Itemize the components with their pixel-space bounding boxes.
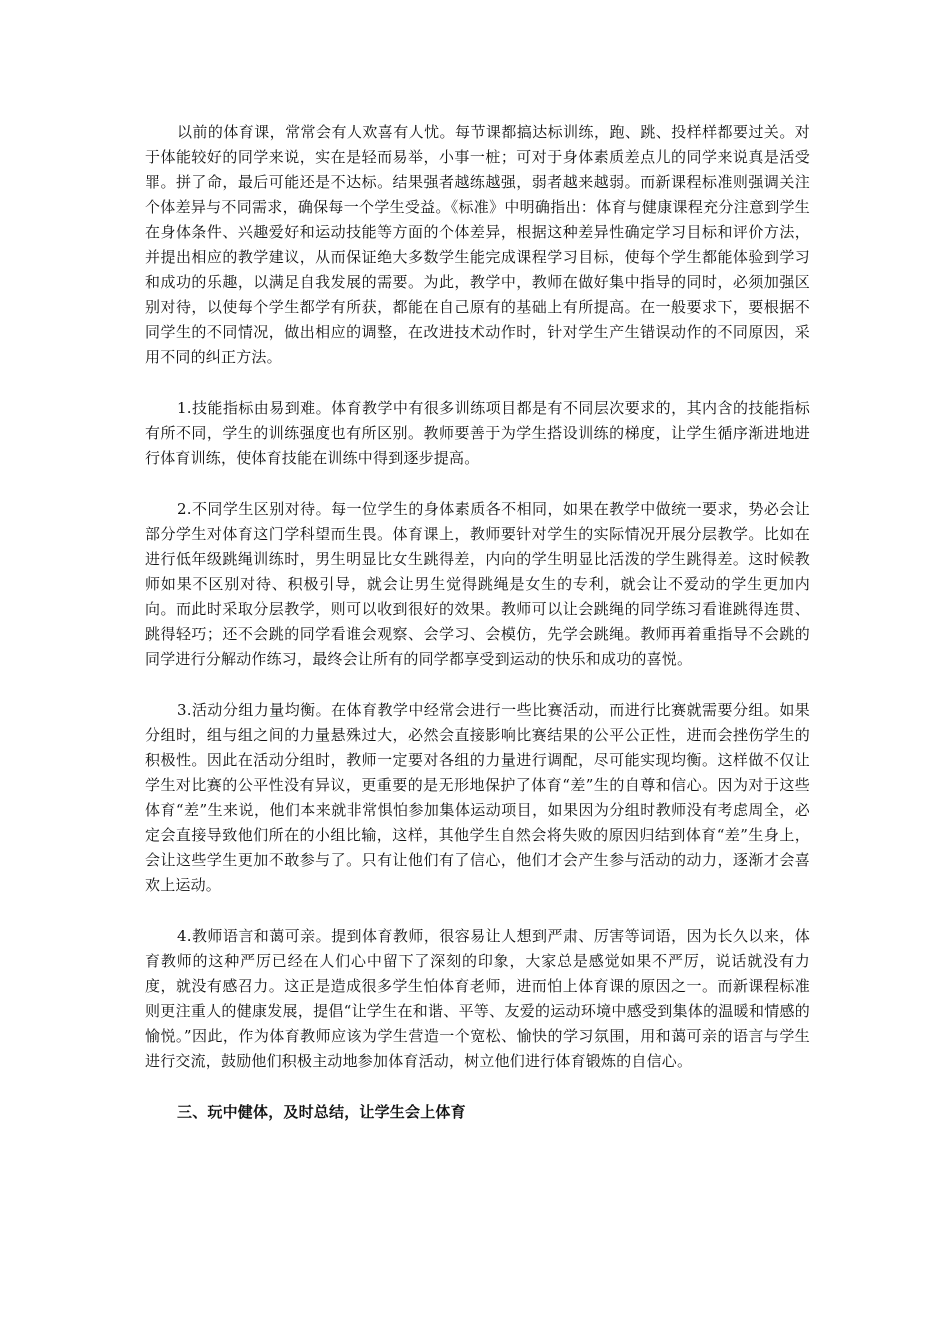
paragraph-point-1: 1.技能指标由易到难。体育教学中有很多训练项目都是有不同层次要求的，其内含的技能指标有所不同，学生的训练强度也有所区别。教师要善于为学生搭设训练的梯度，让学生循序渐进地进行体育训练，使体育技能在训练中得到逐步提高。 xyxy=(145,399,810,467)
document-page xyxy=(145,120,810,1125)
section-heading: 三、玩中健体，及时总结，让学生会上体育 xyxy=(177,1103,466,1121)
paragraph-intro: 以前的体育课，常常会有人欢喜有人忧。每节课都搞达标训练，跑、跳、投样样都要过关。对于体能较好的同学来说，实在是轻而易举，小事一桩；可对于身体素质差点儿的同学来说真是活受罪。拼了命，最后可能还是不达标。结果强者越练越强，弱者越来越弱。而新课程标准则强调关注个体差异与不同需求，确保每一个学生受益。《标准》中明确指出：体育与健康课程充分注意到学生在身体条件、兴趣爱好和运动技能等方面的个体差异，根据这种差异性确定学习目标和评价方法，并提出相应的教学建议，从而保证绝大多数学生能完成课程学习目标，使每个学生都能体验到学习和成功的乐趣，以满足自我发展的需要。为此，教学中，教师在做好集中指导的同时，必须加强区别对待，以使每个学生都学有所获，都能在自己原有的基础上有所提高。在一般要求下，要根据不同学生的不同情况，做出相应的调整，在改进技术动作时，针对学生产生错误动作的不同原因，采用不同的纠正方法。 xyxy=(145,123,810,366)
paragraph-point-3: 3.活动分组力量均衡。在体育教学中经常会进行一些比赛活动，而进行比赛就需要分组。如果分组时，组与组之间的力量悬殊过大，必然会直接影响比赛结果的公平公正性，进而会挫伤学生的积极性。因此在活动分组时，教师一定要对各组的力量进行调配，尽可能实现均衡。这样做不仅让学生对比赛的公平性没有异议，更重要的是无形地保护了体育“差”生的自尊和信心。因为对于这些体育“差”生来说，他们本来就非常惧怕参加集体运动项目，如果因为分组时教师没有考虑周全，必定会直接导致他们所在的小组比输，这样，其他学生自然会将失败的原因归结到体育“差”生身上，会让这些学生更加不敢参与了。只有让他们有了信心，他们才会产生参与活动的动力，逐渐才会喜欢上运动。 xyxy=(145,701,810,894)
paragraph-point-4: 4.教师语言和蔼可亲。提到体育教师，很容易让人想到严肃、厉害等词语，因为长久以来，体育教师的这种严厉已经在人们心中留下了深刻的印象，大家总是感觉如果不严厉，说话就没有力度，就没有感召力。这正是造成很多学生怕体育老师，进而怕上体育课的原因之一。而新课程标准则更注重人的健康发展，提倡“让学生在和谐、平等、友爱的运动环境中感受到集体的温暖和情感的愉悦。”因此，作为体育教师应该为学生营造一个宽松、愉快的学习氛围，用和蔼可亲的语言与学生进行交流，鼓励他们积极主动地参加体育活动，树立他们进行体育锻炼的自信心。 xyxy=(145,927,810,1070)
paragraph-point-2: 2.不同学生区别对待。每一位学生的身体素质各不相同，如果在教学中做统一要求，势必会让部分学生对体育这门学科望而生畏。体育课上，教师要针对学生的实际情况开展分层教学。比如在进行低年级跳绳训练时，男生明显比女生跳得差，内向的学生明显比活泼的学生跳得差。这时候教师如果不区别对待、积极引导，就会让男生觉得跳绳是女生的专利，就会让不爱动的学生更加内向。而此时采取分层教学，则可以收到很好的效果。教师可以让会跳绳的同学练习看谁跳得连贯、跳得轻巧；还不会跳的同学看谁会观察、会学习、会模仿，先学会跳绳。教师再着重指导不会跳的同学进行分解动作练习，最终会让所有的同学都享受到运动的快乐和成功的喜悦。 xyxy=(145,500,810,668)
